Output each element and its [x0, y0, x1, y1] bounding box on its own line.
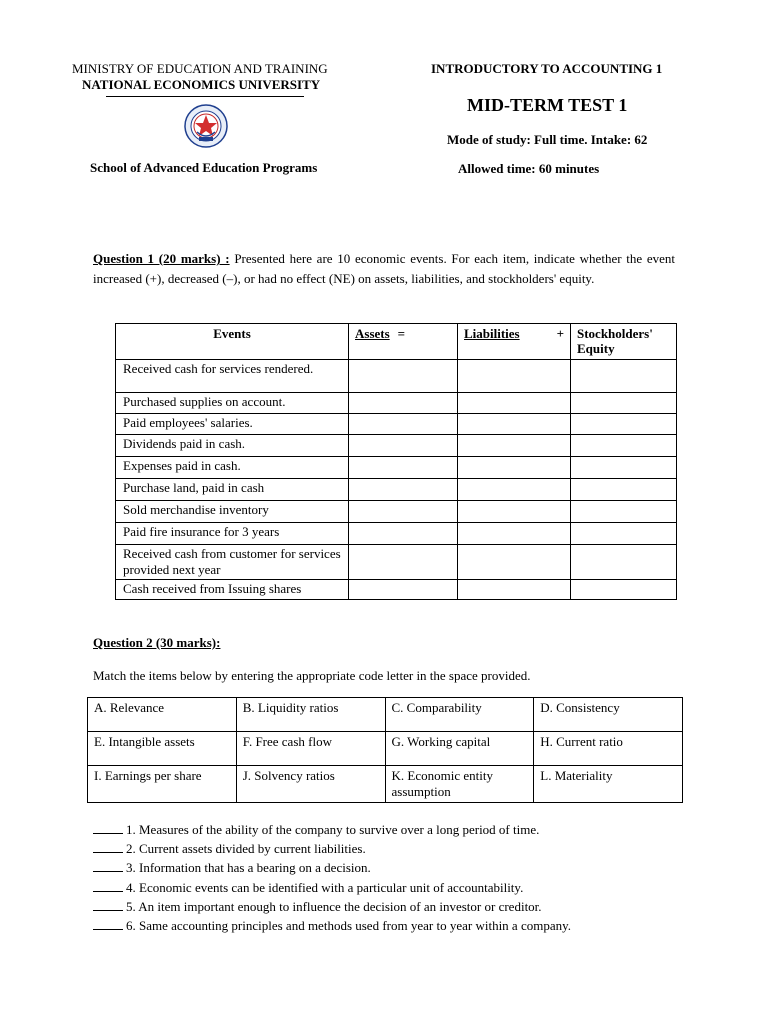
code-cell: A. Relevance [88, 698, 237, 732]
school-name: School of Advanced Education Programs [90, 160, 318, 175]
answer-blank[interactable] [93, 822, 123, 834]
list-item [93, 820, 571, 839]
table-row [88, 766, 683, 803]
university-logo-icon [184, 104, 228, 148]
table-row [116, 435, 677, 457]
answer-cell-liabilities[interactable] [458, 501, 571, 523]
answer-cell-liabilities[interactable] [458, 580, 571, 600]
event-description: Sold merchandise inventory [116, 501, 349, 523]
answer-cell-assets[interactable] [349, 479, 458, 501]
answer-cell-liabilities[interactable] [458, 435, 571, 457]
matching-items-list [93, 820, 571, 935]
answer-cell-equity[interactable] [571, 523, 677, 545]
code-cell: I. Earnings per share [88, 766, 237, 803]
answer-cell-equity[interactable] [571, 457, 677, 479]
question-2-heading: Question 2 (30 marks): [93, 635, 221, 650]
table-row [116, 501, 677, 523]
list-item [93, 858, 571, 877]
events-table [115, 323, 677, 600]
answer-cell-liabilities[interactable] [458, 545, 571, 580]
event-description: Dividends paid in cash. [116, 435, 349, 457]
answer-cell-assets[interactable] [349, 435, 458, 457]
question-1-heading: Question 1 (20 marks) : [93, 251, 230, 266]
event-description: Purchase land, paid in cash [116, 479, 349, 501]
table-row [116, 360, 677, 393]
answer-blank[interactable] [93, 880, 123, 892]
answer-cell-equity[interactable] [571, 414, 677, 435]
answer-cell-equity[interactable] [571, 501, 677, 523]
event-description: Paid employees' salaries. [116, 414, 349, 435]
answer-cell-liabilities[interactable] [458, 360, 571, 393]
list-item [93, 897, 571, 916]
question-1-instructions: Presented here are 10 economic events. For each item, indicate whether the event increased (+), decreased (–), or had no effect (NE) on assets, liabilities, and stockholders' equity. [93, 251, 676, 286]
col-header-equity: Stockholders' Equity [571, 324, 677, 360]
answer-cell-equity[interactable] [571, 393, 677, 414]
event-description: Cash received from Issuing shares [116, 580, 349, 600]
answer-cell-liabilities[interactable] [458, 479, 571, 501]
code-cell: H. Current ratio [534, 732, 683, 766]
item-text: 1. Measures of the ability of the company to survive over a long period of time. [126, 822, 540, 837]
answer-blank[interactable] [93, 860, 123, 872]
answer-cell-assets[interactable] [349, 360, 458, 393]
event-description: Paid fire insurance for 3 years [116, 523, 349, 545]
answer-blank[interactable] [93, 899, 123, 911]
table-row [88, 698, 683, 732]
item-text: 4. Economic events can be identified with a particular unit of accountability. [126, 879, 524, 895]
answer-cell-liabilities[interactable] [458, 523, 571, 545]
ministry-name: MINISTRY OF EDUCATION AND TRAINING [72, 61, 328, 76]
answer-cell-assets[interactable] [349, 545, 458, 580]
answer-cell-equity[interactable] [571, 545, 677, 580]
answer-cell-liabilities[interactable] [458, 393, 571, 414]
answer-cell-assets[interactable] [349, 501, 458, 523]
list-item [93, 839, 571, 858]
item-text: 2. Current assets divided by current liabilities. [126, 841, 366, 857]
code-cell: E. Intangible assets [88, 732, 237, 766]
course-title: INTRODUCTORY TO ACCOUNTING 1 [431, 61, 663, 76]
code-cell: D. Consistency [534, 698, 683, 732]
code-cell: J. Solvency ratios [236, 766, 385, 803]
answer-cell-equity[interactable] [571, 435, 677, 457]
code-cell: F. Free cash flow [236, 732, 385, 766]
col-header-events: Events [116, 324, 349, 360]
allowed-time: Allowed time: 60 minutes [458, 161, 600, 176]
table-row [116, 393, 677, 414]
answer-cell-equity[interactable] [571, 479, 677, 501]
code-cell: G. Working capital [385, 732, 534, 766]
test-title: MID-TERM TEST 1 [467, 95, 628, 115]
table-row [116, 545, 677, 580]
answer-cell-assets[interactable] [349, 580, 458, 600]
table-row [116, 580, 677, 600]
table-row [116, 457, 677, 479]
question-2-intro: Match the items below by entering the appropriate code letter in the space provided. [93, 668, 531, 683]
events-table-header [116, 324, 677, 360]
code-cell: B. Liquidity ratios [236, 698, 385, 732]
question-1-text [93, 249, 675, 289]
code-cell: L. Materiality [534, 766, 683, 803]
item-text: 3. Information that has a bearing on a decision. [126, 860, 371, 876]
event-description: Expenses paid in cash. [116, 457, 349, 479]
answer-cell-equity[interactable] [571, 580, 677, 600]
code-table [87, 697, 683, 803]
list-item [93, 916, 571, 935]
table-row [116, 479, 677, 501]
answer-cell-assets[interactable] [349, 523, 458, 545]
answer-blank[interactable] [93, 918, 123, 930]
col-header-liabilities: Liabilities + [458, 324, 571, 360]
table-row [116, 523, 677, 545]
table-row [88, 732, 683, 766]
table-row [116, 414, 677, 435]
answer-cell-equity[interactable] [571, 360, 677, 393]
list-item [93, 878, 571, 897]
answer-blank[interactable] [93, 841, 123, 853]
answer-cell-liabilities[interactable] [458, 457, 571, 479]
answer-cell-assets[interactable] [349, 414, 458, 435]
header-rule [106, 96, 304, 97]
item-text: 6. Same accounting principles and methods used from year to year within a company. [126, 918, 572, 934]
col-header-assets: Assets = [349, 324, 458, 360]
answer-cell-assets[interactable] [349, 393, 458, 414]
mode-of-study: Mode of study: Full time. Intake: 62 [447, 132, 648, 147]
code-cell: K. Economic entity assumption [385, 766, 534, 803]
answer-cell-assets[interactable] [349, 457, 458, 479]
code-cell: C. Comparability [385, 698, 534, 732]
item-text: 5. An item important enough to influence the decision of an investor or creditor. [126, 898, 542, 914]
event-description: Received cash from customer for services provided next year [116, 545, 349, 580]
university-name: NATIONAL ECONOMICS UNIVERSITY [82, 77, 321, 92]
event-description: Received cash for services rendered. [116, 360, 349, 393]
answer-cell-liabilities[interactable] [458, 414, 571, 435]
event-description: Purchased supplies on account. [116, 393, 349, 414]
